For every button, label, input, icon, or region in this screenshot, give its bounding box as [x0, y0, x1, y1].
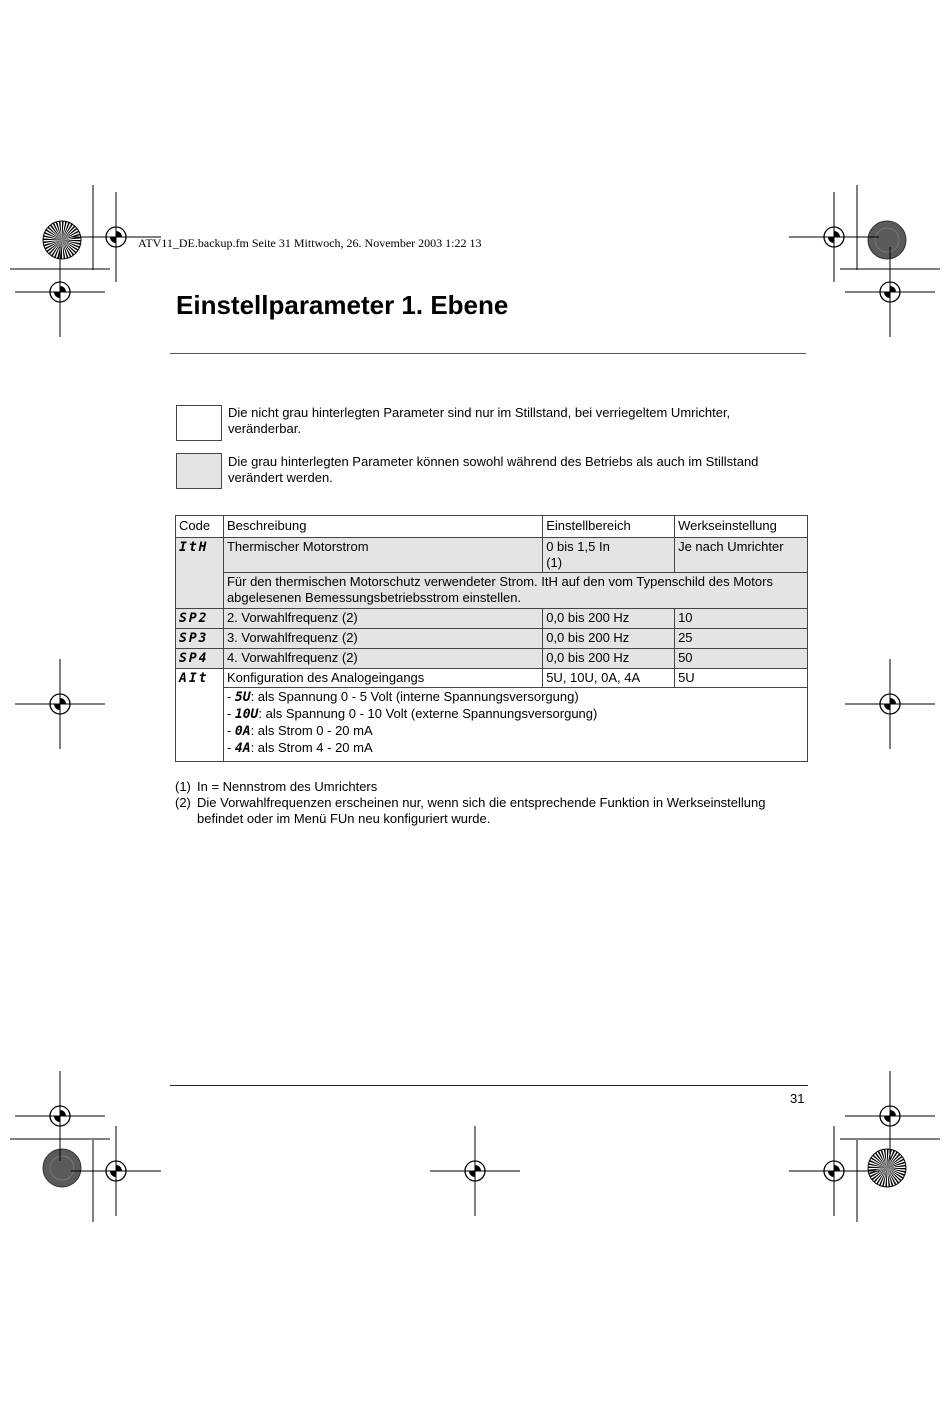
footnote-number: (1): [175, 779, 191, 794]
footnote: [175, 795, 815, 827]
param-range: 0,0 bis 200 Hz: [543, 629, 675, 649]
footnotes: [175, 779, 815, 827]
list-item: - 5U: als Spannung 0 - 5 Volt (interne Spannungsversorgung): [226, 689, 579, 705]
header-code: Code: [176, 516, 224, 538]
param-description: 3. Vorwahlfrequenz (2): [223, 629, 542, 649]
legend-swatch-white: [176, 405, 222, 441]
param-code: [176, 609, 224, 629]
option-text: : als Spannung 0 - 5 Volt (interne Spannungsversorgung): [250, 689, 579, 704]
crosshair-fill: [884, 698, 896, 710]
footnote: [175, 779, 815, 795]
param-default: Je nach Umrichter: [675, 538, 808, 573]
crosshair-fill: [884, 286, 896, 298]
table-row: [176, 649, 808, 669]
list-item: - 0A: als Strom 0 - 20 mA: [226, 723, 373, 739]
param-description: 2. Vorwahlfrequenz (2): [223, 609, 542, 629]
table-row: [176, 538, 808, 573]
list-item: - 10U: als Spannung 0 - 10 Volt (externe Spannungsversorgung): [226, 706, 598, 722]
header-default: Werkseinstellung: [675, 516, 808, 538]
param-range-value: 0 bis 1,5 In: [546, 539, 610, 554]
param-description: Thermischer Motorstrom: [223, 538, 542, 573]
seven-segment-code: SP3: [179, 631, 209, 646]
seven-segment-code: SP2: [179, 611, 209, 626]
crosshair-fill: [884, 1110, 896, 1122]
grey-target: [868, 221, 906, 259]
param-detail: Für den thermischen Motorschutz verwendeter Strom. ItH auf den vom Typenschild des Motors abgelesenen Bemessungsbetriebsstrom einstellen.: [223, 573, 807, 609]
footnote-number: (2): [175, 795, 191, 810]
param-options: [223, 688, 807, 762]
print-header: ATV11_DE.backup.fm Seite 31 Mittwoch, 26. November 2003 1:22 13: [138, 236, 482, 250]
option-list: [227, 689, 804, 757]
crosshair-fill: [469, 1165, 481, 1177]
param-range: [543, 538, 675, 573]
param-description: 4. Vorwahlfrequenz (2): [223, 649, 542, 669]
table-row: [176, 609, 808, 629]
param-default: 10: [675, 609, 808, 629]
seven-segment-code: SP4: [179, 651, 209, 666]
parameter-table: [175, 515, 808, 762]
param-code: [176, 629, 224, 649]
table-row: [176, 669, 808, 688]
table-row: [176, 629, 808, 649]
param-default: 25: [675, 629, 808, 649]
param-default: 5U: [675, 669, 808, 688]
table-detail-row: [176, 688, 808, 762]
param-range: 0,0 bis 200 Hz: [543, 649, 675, 669]
table-header-row: [176, 516, 808, 538]
crosshair-fill: [828, 1165, 840, 1177]
crosshair-fill: [54, 286, 66, 298]
legend-text-white: Die nicht grau hinterlegten Parameter sind nur im Stillstand, bei verriegeltem Umrichter, veränderbar.: [228, 405, 731, 436]
param-code: [176, 669, 224, 762]
param-range: 0,0 bis 200 Hz: [543, 609, 675, 629]
header-description: Beschreibung: [223, 516, 542, 538]
crosshair-fill: [54, 1110, 66, 1122]
crosshair-fill: [828, 231, 840, 243]
crosshair-fill: [110, 1165, 122, 1177]
seven-segment-code: ItH: [179, 540, 209, 555]
grey-target: [43, 1149, 81, 1187]
option-text: : als Strom 4 - 20 mA: [250, 740, 373, 755]
option-text: : als Spannung 0 - 10 Volt (externe Spannungsversorgung): [258, 706, 598, 721]
crosshair-fill: [54, 698, 66, 710]
footnote-text: Die Vorwahlfrequenzen erscheinen nur, wenn sich die entsprechende Funktion in Werkseinstellung befindet oder im Menü FUn neu konfiguriert wurde.: [197, 795, 766, 826]
param-code: [176, 649, 224, 669]
option-code: 5U: [234, 690, 251, 705]
legend-text-grey: Die grau hinterlegten Parameter können sowohl während des Betriebs als auch im Stillstand verändert werden.: [228, 454, 759, 485]
footer-rule: [170, 1085, 808, 1086]
seven-segment-code: AIt: [179, 671, 209, 686]
title-rule: [170, 353, 806, 354]
param-default: 50: [675, 649, 808, 669]
legend-swatch-grey: [176, 453, 222, 489]
header-range: Einstellbereich: [543, 516, 675, 538]
option-code: 10U: [234, 707, 259, 722]
param-code: [176, 538, 224, 609]
table-detail-row: [176, 573, 808, 609]
option-text: : als Strom 0 - 20 mA: [250, 723, 373, 738]
page-title: Einstellparameter 1. Ebene: [176, 290, 509, 320]
option-code: 0A: [234, 724, 251, 739]
option-code: 4A: [234, 741, 251, 756]
param-description: Konfiguration des Analogeingangs: [223, 669, 542, 688]
footnote-text: In = Nennstrom des Umrichters: [197, 779, 378, 794]
crosshair-fill: [110, 231, 122, 243]
param-range: 5U, 10U, 0A, 4A: [543, 669, 675, 688]
page-number: 31: [790, 1091, 805, 1106]
param-range-note: (1): [546, 555, 563, 570]
list-item: - 4A: als Strom 4 - 20 mA: [226, 740, 373, 756]
